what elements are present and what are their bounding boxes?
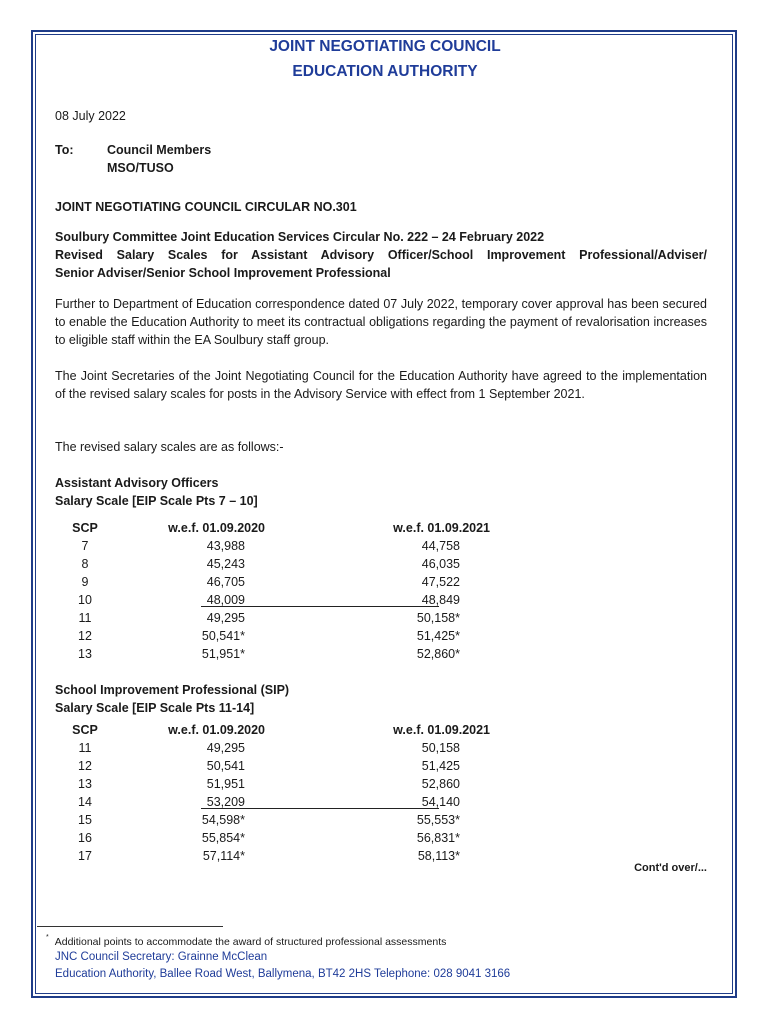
paragraph-implementation: The Joint Secretaries of the Joint Negotiating Council for the Education Authority have agreed to the implementation of the revised salary scales for posts in the Advisory Service with effect from 1 September 2021. xyxy=(55,369,707,401)
value-2021: 50,158 xyxy=(421,741,460,755)
value-2021: 52,860* xyxy=(416,647,460,661)
value-2021: 46,035 xyxy=(421,557,460,571)
footnote xyxy=(46,936,446,948)
table-row xyxy=(55,847,490,865)
scp-cell: 10 xyxy=(78,593,92,607)
recipient-council-members: Council Members xyxy=(107,143,212,157)
paragraph-cover-approval: Further to Department of Education correspondence dated 07 July 2022, temporary cover approval has been secured to enable the Education Authority to meet its contractual obligations regarding the payment of revalorisation increases to eligible staff within the EA Soulbury staff group. xyxy=(55,297,707,347)
value-2020: 57,114* xyxy=(202,849,245,863)
scp-cell: 7 xyxy=(81,539,89,553)
scp-cell: 13 xyxy=(78,777,92,791)
circular-date: 08 July 2022 xyxy=(55,109,126,123)
subject-line-2: Revised Salary Scales for Assistant Advisory Officer/School Improvement Professional/Adviser/ xyxy=(55,248,707,262)
table-row xyxy=(55,627,490,645)
paragraph-scales-intro: The revised salary scales are as follows:- xyxy=(55,440,284,454)
table-row xyxy=(55,645,490,663)
council-secretary: JNC Council Secretary: Grainne McClean xyxy=(55,951,268,963)
table-row xyxy=(55,537,490,555)
scp-cell: 17 xyxy=(78,849,92,863)
value-2021: 55,553* xyxy=(416,813,460,827)
col-2020: w.e.f. 01.09.2020 xyxy=(168,521,265,535)
table-row xyxy=(55,609,490,627)
value-2020: 53,209 xyxy=(206,795,245,809)
value-2021: 56,831* xyxy=(416,831,460,845)
scp-cell: 13 xyxy=(78,647,92,661)
scale2-heading-block xyxy=(55,681,289,717)
value-2021: 44,758 xyxy=(421,539,460,553)
scale2-table xyxy=(55,721,490,865)
table-row xyxy=(55,739,490,757)
value-2020: 55,854* xyxy=(201,831,245,845)
value-2021: 50,158* xyxy=(416,611,460,625)
table-row xyxy=(55,775,490,793)
scale2-bar-line xyxy=(201,808,439,809)
col-2021: w.e.f. 01.09.2021 xyxy=(393,521,490,535)
value-2021: 47,522 xyxy=(421,575,460,589)
circular-number: JOINT NEGOTIATING COUNCIL CIRCULAR NO.301 xyxy=(55,200,357,214)
footnote-separator xyxy=(37,926,223,927)
scp-cell: 12 xyxy=(78,759,92,773)
col-scp: SCP xyxy=(72,521,98,535)
scp-cell: 15 xyxy=(78,813,92,827)
value-2021: 58,113* xyxy=(417,849,460,863)
scp-cell: 9 xyxy=(81,575,89,589)
value-2020: 49,295 xyxy=(206,611,245,625)
value-2020: 49,295 xyxy=(206,741,245,755)
value-2020: 51,951 xyxy=(206,777,245,791)
table-row xyxy=(55,757,490,775)
value-2021: 54,140 xyxy=(421,795,460,809)
value-2020: 48,009 xyxy=(206,593,245,607)
scp-cell: 8 xyxy=(81,557,89,571)
footnote-text: Additional points to accommodate the award of structured professional assessments xyxy=(54,936,447,948)
table-row xyxy=(55,573,490,591)
scp-cell: 16 xyxy=(78,831,92,845)
scale1-subheading: Salary Scale [EIP Scale Pts 7 – 10] xyxy=(55,494,258,508)
scale1-table xyxy=(55,519,490,663)
col-2020: w.e.f. 01.09.2020 xyxy=(168,723,265,737)
authority-title: EDUCATION AUTHORITY xyxy=(292,63,478,80)
value-2021: 51,425 xyxy=(421,759,460,773)
value-2020: 46,705 xyxy=(206,575,245,589)
recipient-mso-tuso: MSO/TUSO xyxy=(107,161,174,175)
value-2021: 51,425* xyxy=(416,629,460,643)
footer-address: Education Authority, Ballee Road West, Ballymena, BT42 2HS Telephone: 028 9041 3166 xyxy=(55,968,511,980)
value-2021: 48,849 xyxy=(421,593,460,607)
value-2020: 54,598* xyxy=(201,813,245,827)
table-row xyxy=(55,829,490,847)
subject-line-1: Soulbury Committee Joint Education Services Circular No. 222 – 24 February 2022 xyxy=(55,230,545,244)
value-2020: 50,541* xyxy=(201,629,245,643)
table-row xyxy=(55,555,490,573)
value-2020: 50,541 xyxy=(206,759,245,773)
subject-block xyxy=(55,228,707,282)
table-header-row xyxy=(55,721,490,739)
scale2-subheading: Salary Scale [EIP Scale Pts 11-14] xyxy=(55,701,255,715)
table-row xyxy=(55,811,490,829)
council-title: JOINT NEGOTIATING COUNCIL xyxy=(269,38,501,55)
scp-cell: 14 xyxy=(78,795,92,809)
value-2021: 52,860 xyxy=(421,777,460,791)
subject-line-3: Senior Adviser/Senior School Improvement Professional xyxy=(55,266,391,280)
scale1-heading-block xyxy=(55,474,258,510)
scale1-bar-line xyxy=(201,606,439,607)
scale2-heading: School Improvement Professional (SIP) xyxy=(55,683,290,697)
table-header-row xyxy=(55,519,490,537)
col-2021: w.e.f. 01.09.2021 xyxy=(393,723,490,737)
value-2020: 43,988 xyxy=(206,539,245,553)
scp-cell: 11 xyxy=(78,741,92,755)
continued-note: Cont'd over/... xyxy=(634,862,707,874)
col-scp: SCP xyxy=(72,723,98,737)
to-label: To: xyxy=(55,143,74,157)
scp-cell: 12 xyxy=(78,629,92,643)
footnote-mark: * xyxy=(46,934,49,941)
value-2020: 45,243 xyxy=(206,557,245,571)
scale1-heading: Assistant Advisory Officers xyxy=(55,476,219,490)
scp-cell: 11 xyxy=(78,611,92,625)
value-2020: 51,951* xyxy=(201,647,245,661)
